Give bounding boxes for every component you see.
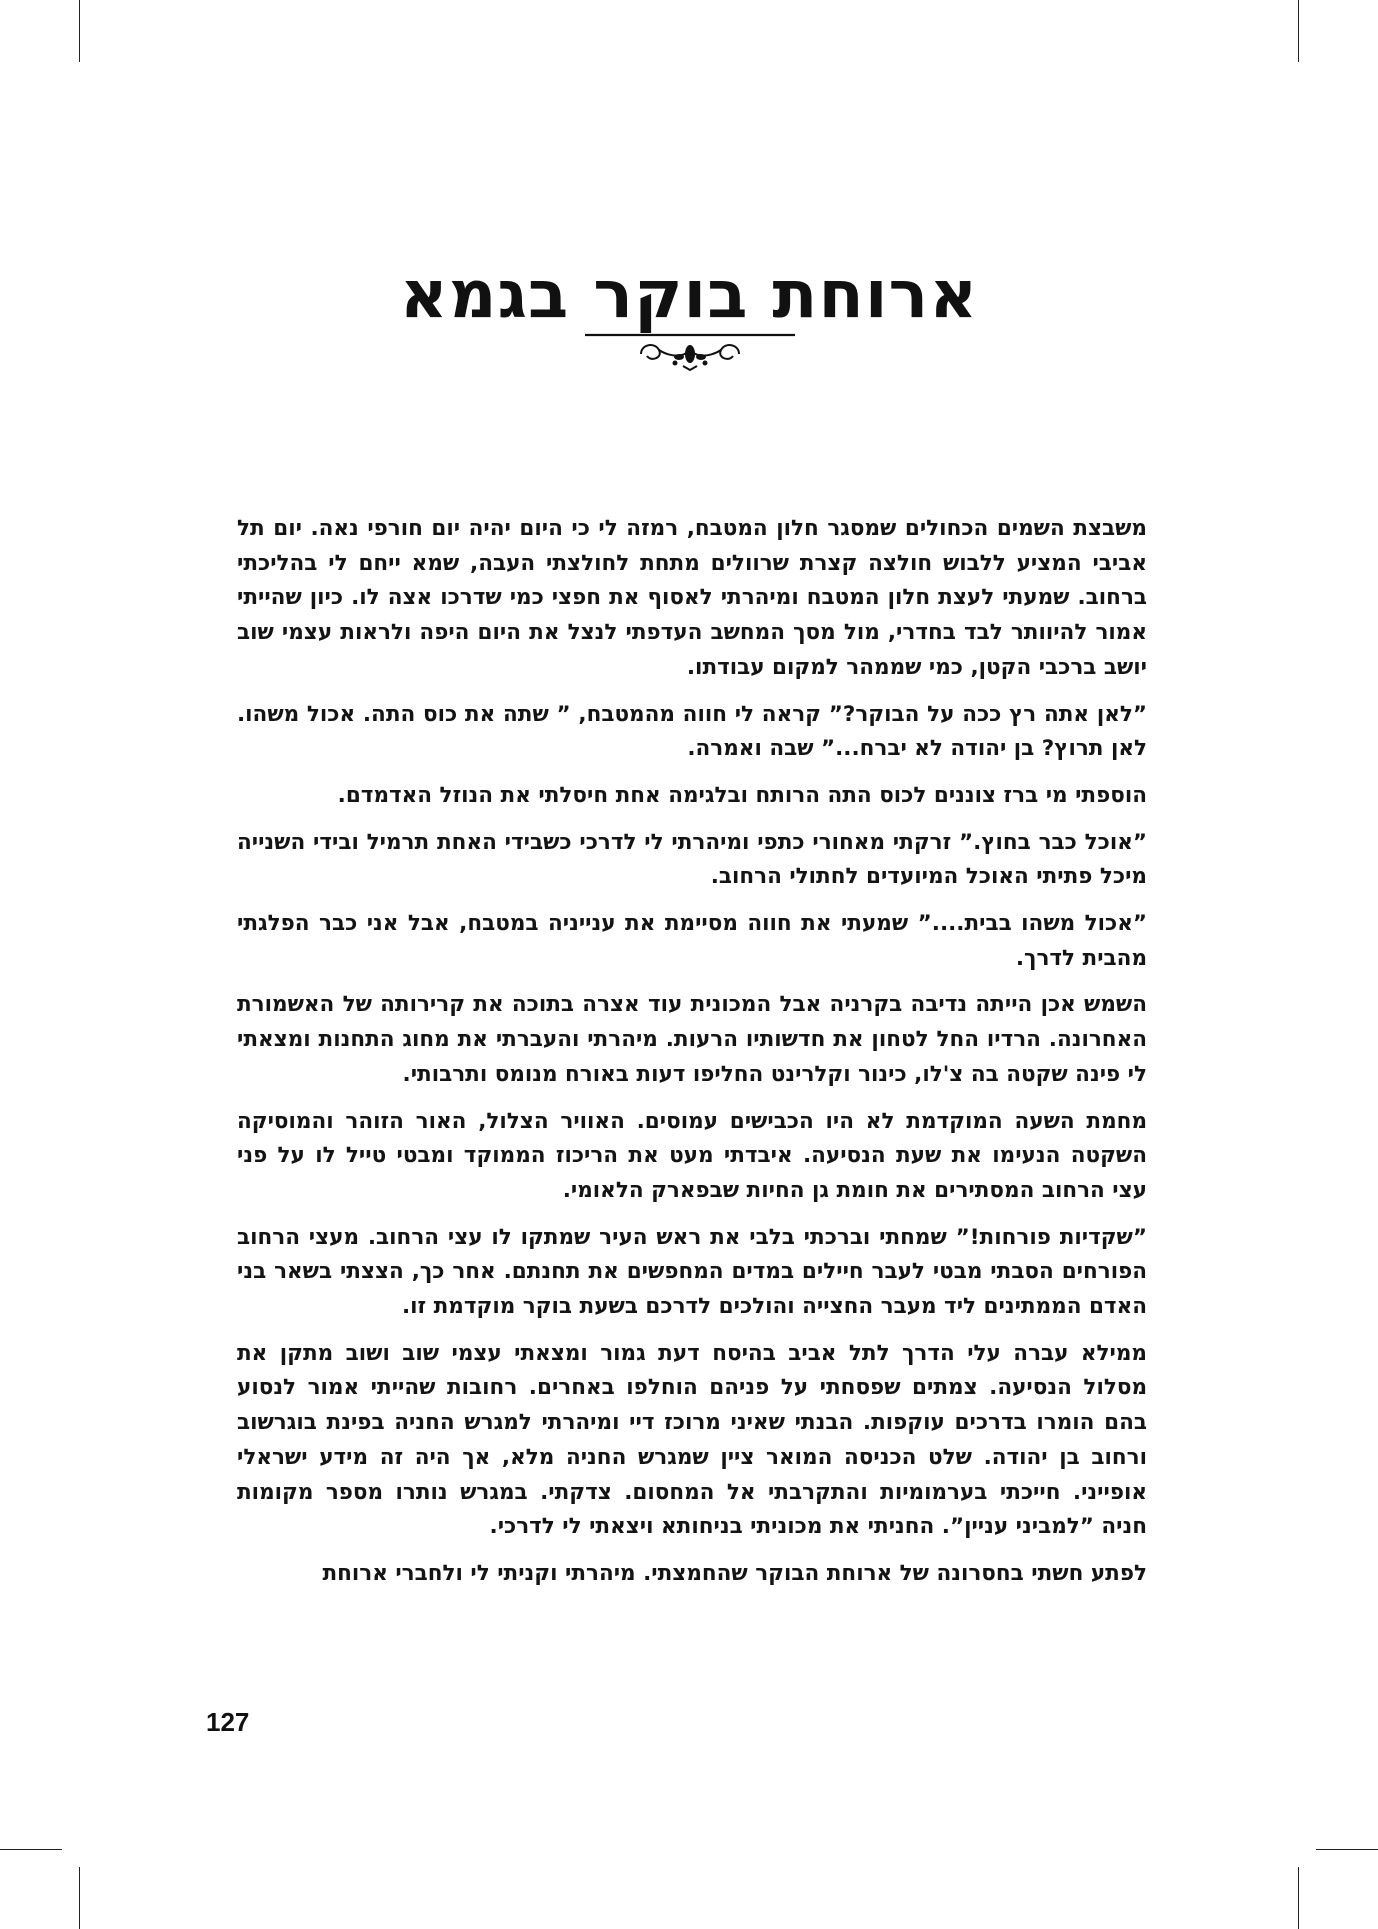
- crop-mark-left-upper: [0, 1849, 62, 1850]
- paragraph: ממילא עברה עלי הדרך לתל אביב בהיסח דעת גמור ומצאתי עצמי שוב ושוב מתקן את מסלול הנסיעה. צמתים שפסחתי על פניהם הוחלפו באחרים. רחובות שהייתי אמור לנסוע בהם הומרו בדרכים עוקפות. הבנתי שאיני מרוכז דיי ומיהרתי למגרש החניה בפינת בוגרשוב ורחוב בן יהודה. שלט הכניסה המואר ציין שמגרש החניה מלא, אך היה זה מידע ישראלי אופייני. חייכתי בערמומיות והתקרבתי אל המחסום. צדקתי. במגרש נותרו מספר מקומות חניה ”למביני עניין”. החניתי את מכוניתי בניחותא ויצאתי לי לדרכי.: [237, 1340, 1147, 1540]
- paragraph: לפתע חשתי בחסרונה של ארוחת הבוקר שהחמצתי. מיהרתי וקניתי לי ולחברי ארוחת: [322, 1560, 1147, 1586]
- title-ornament-flourish-icon: [585, 332, 795, 372]
- crop-mark-right-upper: [1316, 1849, 1378, 1850]
- paragraph: ”שקדיות פורחות!” שמחתי וברכתי בלבי את ראש העיר שמתקו לו עצי הרחוב. מעצי הרחוב הפורחים הסבתי מבטי לעבר חיילים במדים המחפשים את תחנתם. אחר כך, הצצתי בשאר בני האדם הממתינים ליד מעבר החצייה והולכים לדרכם בשעת בוקר מוקדמת זו.: [237, 1224, 1147, 1320]
- chapter-title: ארוחת בוקר בגמא: [399, 256, 979, 333]
- paragraph: ”לאן אתה רץ ככה על הבוקר?” קראה לי חווה מהמטבח, ” שתה את כוס התה. אכול משהו. לאן תרוץ? בן יהודה לא יברח...” שבה ואמרה.: [237, 701, 1147, 762]
- paragraph: מחמת השעה המוקדמת לא היו הכבישים עמוסים. האוויר הצלול, האור הזוהר והמוסיקה השקטה הנעימו את שעת הנסיעה. איבדתי מעט את הריכוז הממוקד ומבטי טייל לו על פני עצי הרחוב המסתירים את חומת גן החיות שבפארק הלאומי.: [237, 1108, 1147, 1203]
- page-number: 127: [206, 1707, 250, 1737]
- crop-mark-bottom-left: [79, 1867, 80, 1929]
- crop-mark-top-right: [1298, 0, 1299, 62]
- crop-mark-bottom-right: [1298, 1867, 1299, 1929]
- chapter-body: [237, 512, 1147, 1604]
- paragraph: הוספתי מי ברז צוננים לכוס התה הרותח ובלגימה אחת חיסלתי את הנוזל האדמדם.: [337, 782, 1147, 808]
- crop-mark-top-left: [79, 0, 80, 62]
- paragraph: השמש אכן הייתה נדיבה בקרניה אבל המכונית עוד אצרה בתוכה את קרירותה של האשמורת האחרונה. הרדיו החל לטחון את חדשותיו הרעות. מיהרתי והעברתי את מחוג התחנות ומצאתי לי פינה שקטה בה צ'לו, כינור וקלרינט החליפו דעות באורח מנומס ותרבותי.: [237, 992, 1147, 1087]
- paragraph: משבצת השמים הכחולים שמסגר חלון המטבח, רמזה לי כי היום יהיה יום חורפי נאה. יום תל אביבי המציע ללבוש חולצה קצרת שרוולים מתחת לחולצתי העבה, שמא ייחם לי בהליכתי ברחוב. שמעתי לעצת חלון המטבח ומיהרתי לאסוף את חפצי כמי שדרכו אצה לו. כיון שהייתי אמור להיוותר לבד בחדרי, מול מסך המחשב העדפתי לנצל את היום היפה ולראות עצמי שוב יושב ברכבי הקטן, כמי שממהר למקום עבודתו.: [237, 516, 1147, 680]
- paragraph: ”אוכל כבר בחוץ.” זרקתי מאחורי כתפי ומיהרתי לי לדרכי כשבידי האחת תרמיל ובידי השנייה מיכל פתיתי האוכל המיועדים לחתולי הרחוב.: [237, 829, 1147, 890]
- paragraph: ”אכול משהו בבית....” שמעתי את חווה מסיימת את ענייניה במטבח, אבל אני כבר הפלגתי מהבית לדרך.: [237, 911, 1147, 971]
